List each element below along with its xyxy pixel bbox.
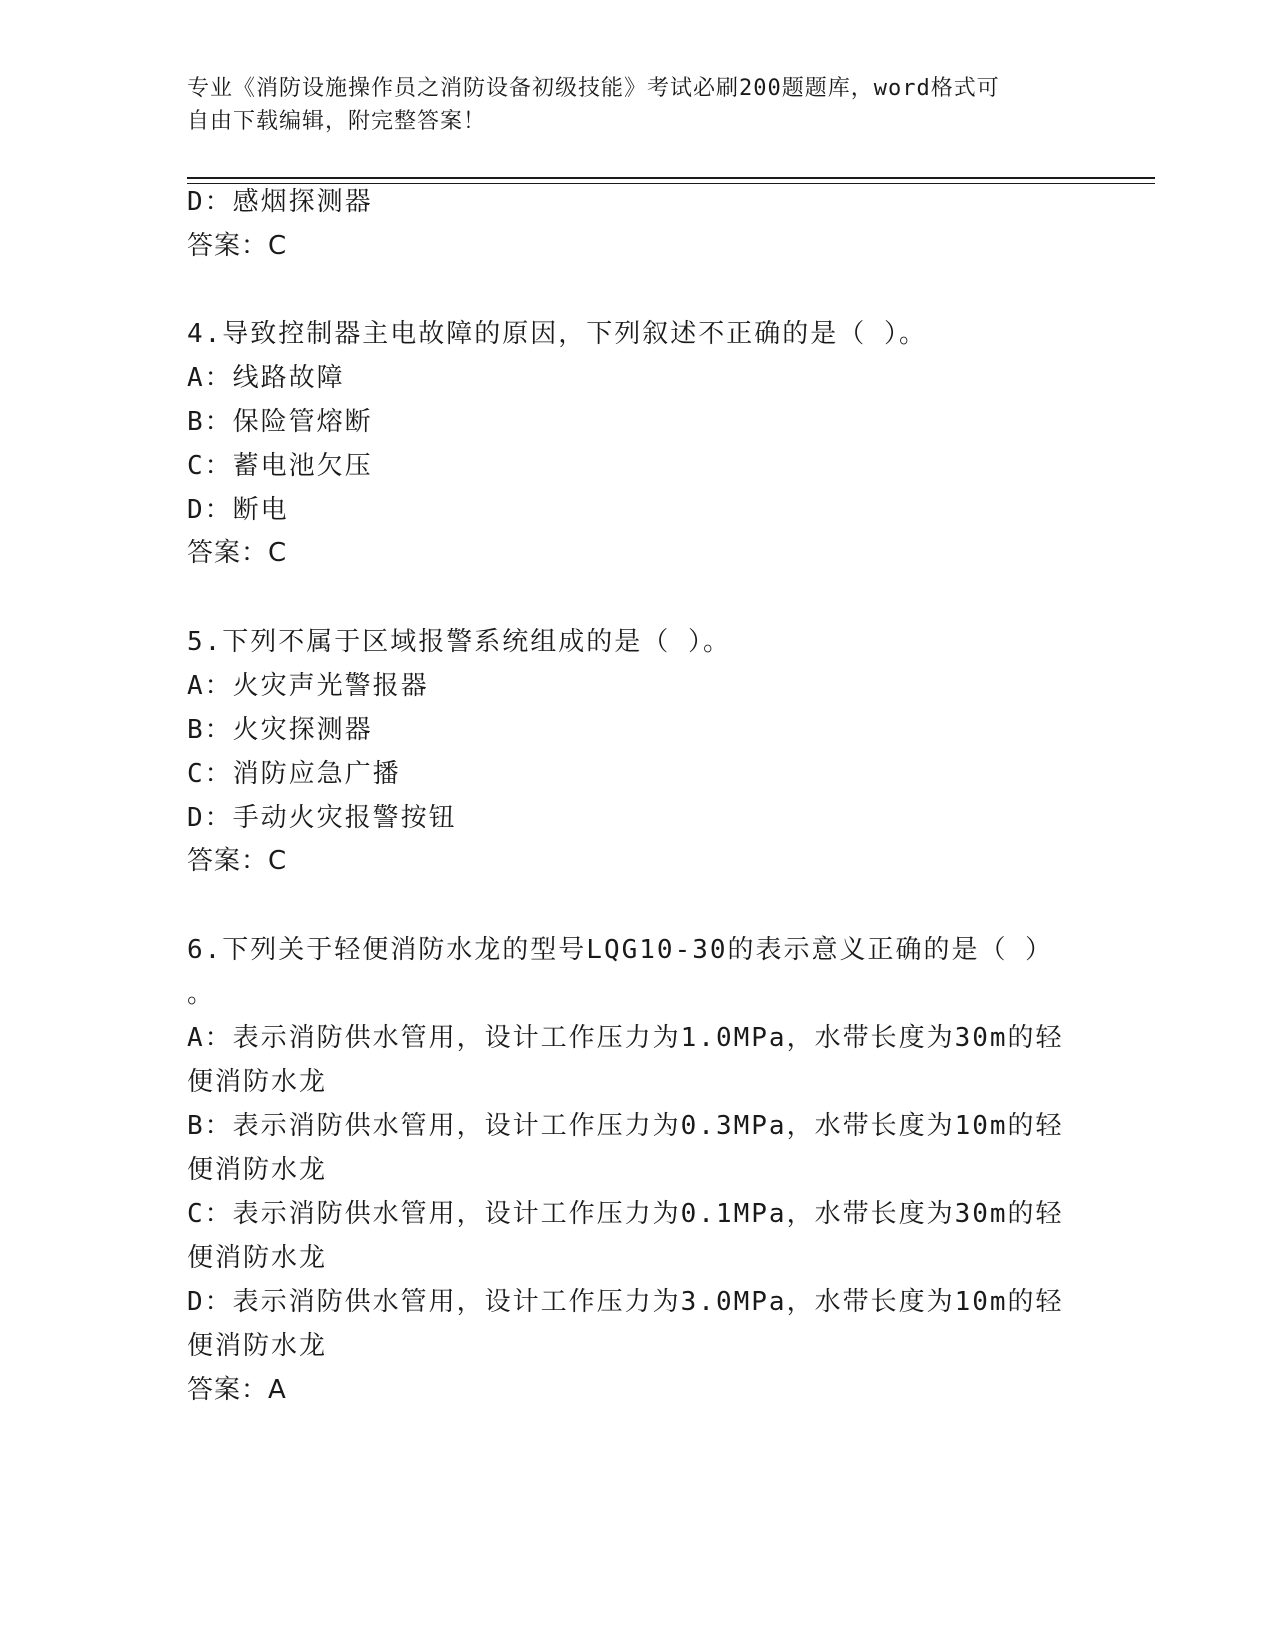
q4-option-a: A：线路故障	[187, 363, 345, 393]
q6-option-b-line-1: B：表示消防供水管用，设计工作压力为0.3MPa，水带长度为10m的轻	[187, 1111, 1064, 1141]
q5-stem: 5.下列不属于区域报警系统组成的是（ ）。	[187, 627, 731, 657]
q4-answer: 答案：C	[187, 538, 288, 568]
q6-option-b-line-2: 便消防水龙	[187, 1155, 328, 1185]
q4-option-b: B：保险管熔断	[187, 407, 373, 437]
q6-option-d-line-2: 便消防水龙	[187, 1331, 328, 1361]
q4-option-d: D：断电	[187, 495, 289, 525]
q6-option-c-line-1: C：表示消防供水管用，设计工作压力为0.1MPa，水带长度为30m的轻	[187, 1199, 1064, 1229]
q5-option-c: C：消防应急广播	[187, 759, 401, 789]
q6-option-c-line-2: 便消防水龙	[187, 1243, 328, 1273]
q3-option-d: D：感烟探测器	[187, 187, 373, 217]
q6-option-a-line-1: A：表示消防供水管用，设计工作压力为1.0MPa，水带长度为30m的轻	[187, 1023, 1064, 1053]
q5-option-a: A：火灾声光警报器	[187, 671, 429, 701]
q4-stem: 4.导致控制器主电故障的原因，下列叙述不正确的是（ ）。	[187, 319, 927, 349]
q6-stem-line-1: 6.下列关于轻便消防水龙的型号LQG10-30的表示意义正确的是（ ）	[187, 935, 1054, 965]
q5-answer: 答案：C	[187, 846, 288, 876]
q4-option-c: C：蓄电池欠压	[187, 451, 373, 481]
header-divider-thin	[187, 183, 1155, 184]
q5-option-d: D：手动火灾报警按钮	[187, 803, 457, 833]
header-title-line-1: 专业《消防设施操作员之消防设备初级技能》考试必刷200题题库，word格式可	[187, 76, 1000, 101]
q6-stem-line-2: 。	[187, 979, 216, 1009]
document-header	[187, 72, 1087, 138]
q5-option-b: B：火灾探测器	[187, 715, 373, 745]
header-title-line-2: 自由下载编辑，附完整答案！	[187, 109, 487, 134]
q3-answer: 答案：C	[187, 231, 288, 261]
q6-option-a-line-2: 便消防水龙	[187, 1067, 328, 1097]
q6-answer: 答案：A	[187, 1375, 287, 1405]
header-divider-thick	[187, 177, 1155, 179]
q6-option-d-line-1: D：表示消防供水管用，设计工作压力为3.0MPa，水带长度为10m的轻	[187, 1287, 1064, 1317]
